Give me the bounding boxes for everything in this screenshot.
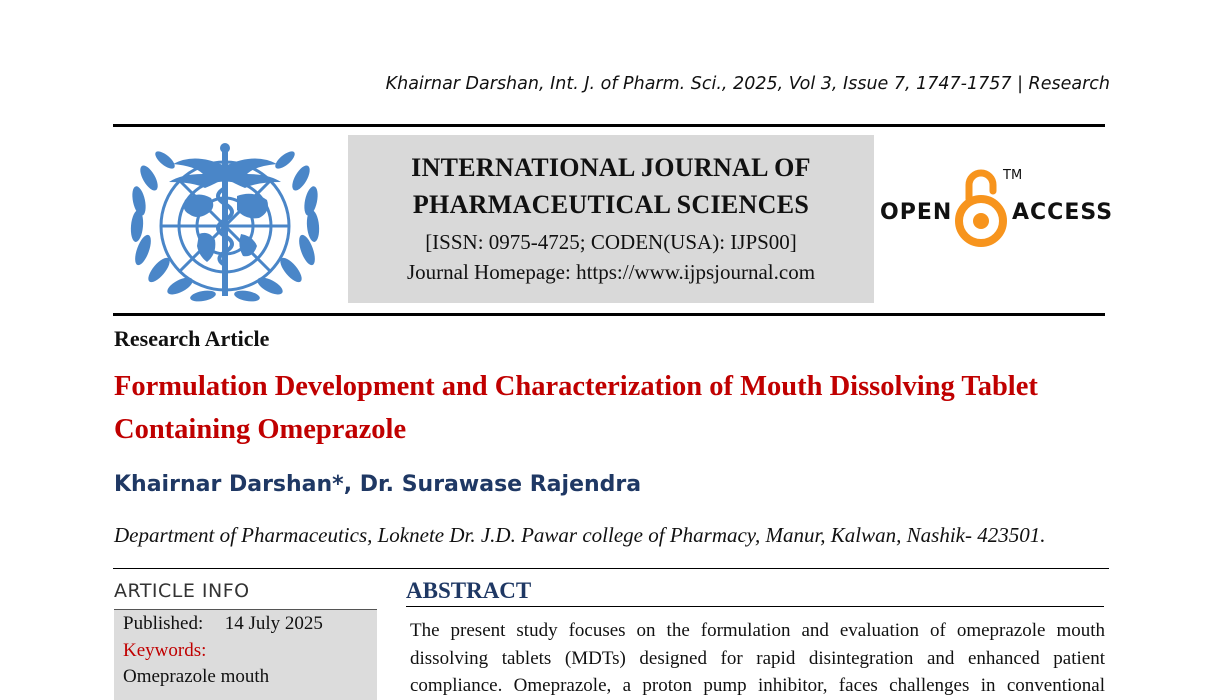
abstract-heading: ABSTRACT [406,578,532,603]
open-access-open-text: OPEN [880,200,953,225]
article-info-heading: ARTICLE INFO [114,580,250,602]
header-bottom-rule [113,313,1105,316]
section-divider [113,568,1109,569]
author-affiliation: Department of Pharmaceutics, Loknete Dr. J.D. Pawar college of Pharmacy, Manur, Kalwan, Nashik- 423501. [114,523,1046,547]
published-row [123,613,323,635]
article-type: Research Article [114,326,270,351]
published-label: Published: [123,613,204,634]
running-header: Khairnar Darshan, Int. J. of Pharm. Sci., 2025, Vol 3, Issue 7, 1747-1757 | Research [385,74,1110,94]
author-list: Khairnar Darshan*, Dr. Surawase Rajendra [114,472,642,497]
keywords-label: Keywords: [123,640,207,661]
journal-issn: [ISSN: 0975-4725; CODEN(USA): IJPS00] [425,230,797,254]
journal-title-line-1: INTERNATIONAL JOURNAL OF [411,153,811,182]
journal-title-line-2: PHARMACEUTICAL SCIENCES [412,190,810,219]
abstract-heading-rule [406,606,1104,607]
abstract-line: dissolving tablets (MDTs) designed for rapid disintegration and enhanced patient [410,648,1105,669]
article-title: Formulation Development and Characterization of Mouth Dissolving Tablet Containing Omeprazole [114,371,1038,445]
open-lock-icon [955,165,1007,251]
abstract-line: The present study focuses on the formulation and evaluation of omeprazole mouth [410,620,1105,641]
article-info-box [114,609,377,700]
journal-banner [348,135,874,303]
published-date: 14 July 2025 [224,613,323,634]
journal-emblem-icon [125,138,325,308]
header-top-rule [113,124,1105,127]
abstract-line: compliance. Omeprazole, a proton pump inhibitor, faces challenges in conventional [410,675,1105,696]
keyword-item: Omeprazole mouth [123,666,270,687]
journal-homepage: Journal Homepage: https://www.ijpsjournal.com [406,260,816,284]
open-access-access-text: ACCESS [1012,200,1114,225]
open-access-tm: TM [1003,168,1023,183]
